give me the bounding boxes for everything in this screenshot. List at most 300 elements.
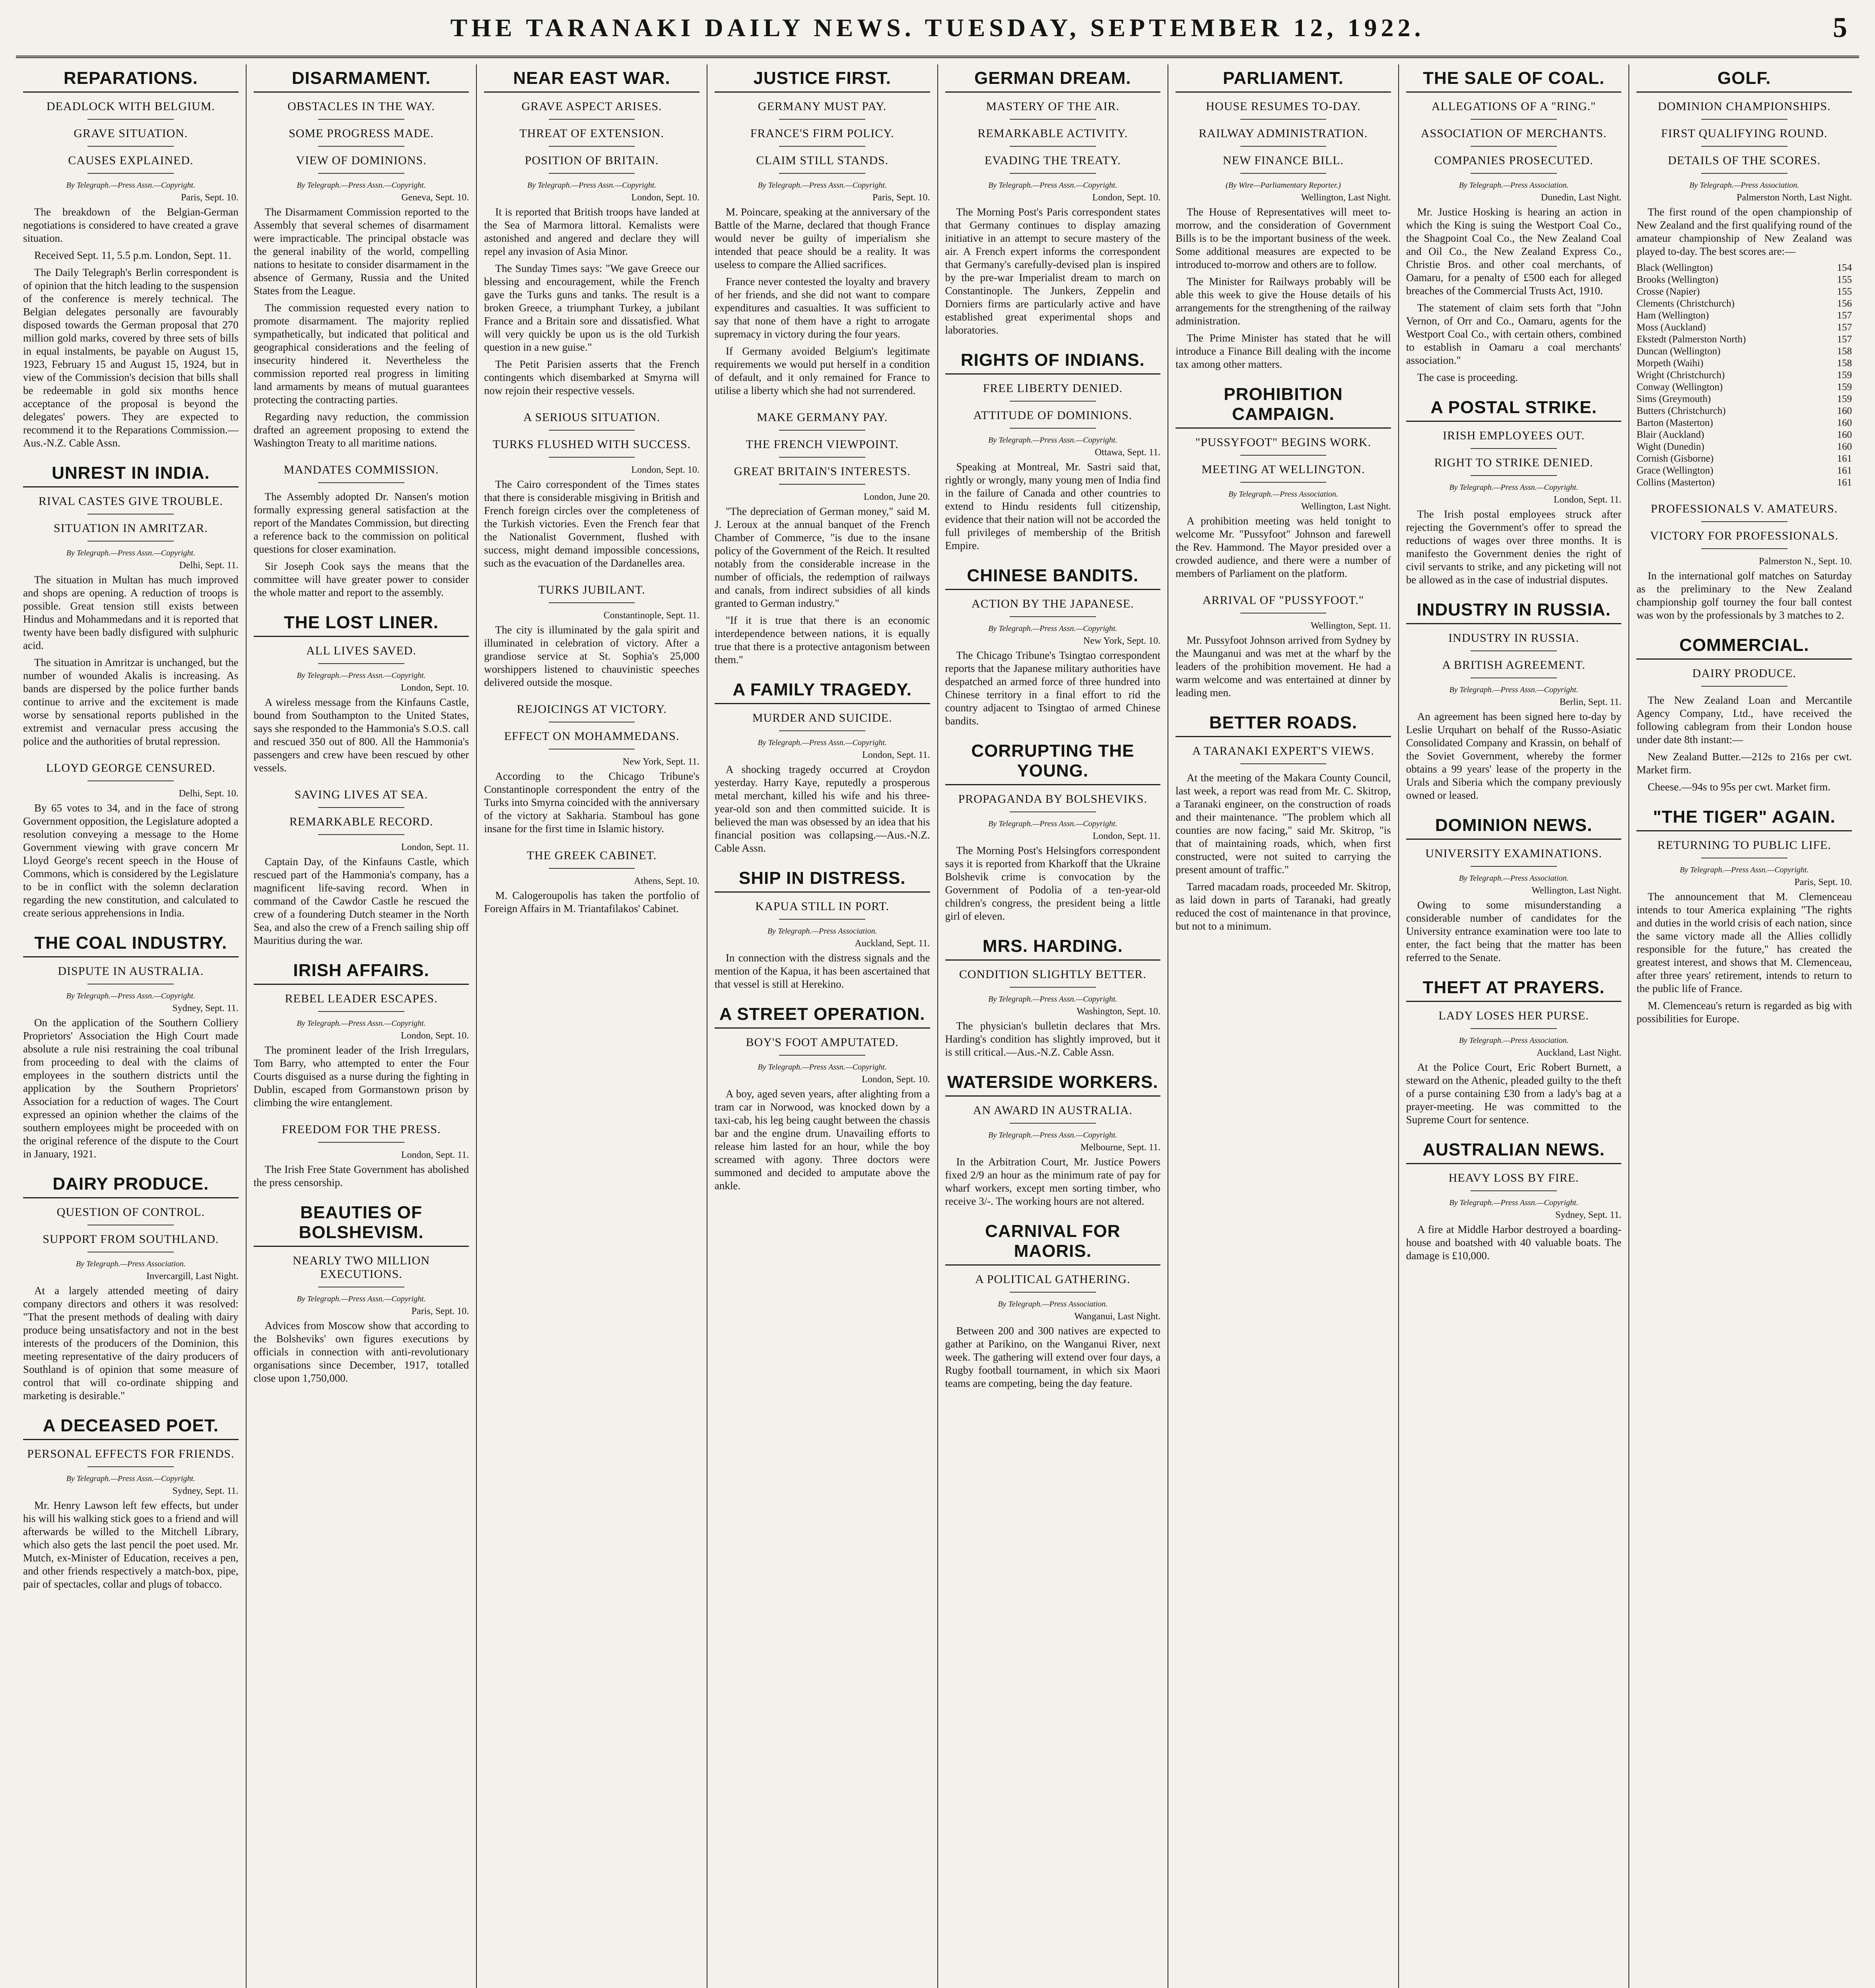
article <box>254 463 469 599</box>
article-dateline: Paris, Sept. 10. <box>872 192 930 203</box>
article-paragraph: M. Calogeroupolis has taken the portfolio of Foreign Affairs in M. Triantafilakos' Cabinet. <box>484 889 699 914</box>
article-subheading: ARRIVAL OF "PUSSYFOOT." <box>1176 594 1391 613</box>
article-subheading: VIEW OF DOMINIONS. <box>254 154 469 174</box>
article <box>1176 713 1391 933</box>
article-dateline: Constantinople, Sept. 11. <box>603 610 699 621</box>
article-credit: By Telegraph.—Press Assn.—Copyright. <box>297 671 426 680</box>
article-dateline: London, Sept. 11. <box>401 1150 469 1160</box>
article-paragraph: It is reported that British troops have landed at the Sea of Marmora littoral. Kemalists were astonished and angered and declare they will repel any invasion of Asia Minor. <box>484 206 699 257</box>
article-subheading: MEETING AT WELLINGTON. <box>1176 463 1391 483</box>
article-paragraph: The statement of claim sets forth that "John Vernon, of Orr and Co., Oamaru, agents for the Westport Coal Co., with certain others, combined to establish in Oamaru a coal merchants' association." <box>1406 302 1622 366</box>
article <box>715 868 930 991</box>
article <box>945 936 1161 1059</box>
article-credit: By Telegraph.—Press Assn.—Copyright. <box>297 1295 426 1303</box>
article-credit: By Telegraph.—Press Association. <box>76 1260 186 1268</box>
article-dateline: Paris, Sept. 10. <box>411 1306 469 1316</box>
article-subheading: "PUSSYFOOT" BEGINS WORK. <box>1176 436 1391 456</box>
player-score: 160 <box>1837 417 1852 428</box>
article-dateline: Paris, Sept. 10. <box>181 192 239 203</box>
player-name: Barton (Masterton) <box>1636 417 1713 428</box>
article-dateline: Paris, Sept. 10. <box>1794 877 1852 887</box>
score-row <box>1636 357 1852 369</box>
article-credit: By Telegraph.—Press Assn.—Copyright. <box>66 181 195 190</box>
article-heading: RIGHTS OF INDIANS. <box>945 350 1161 375</box>
article-credit: By Telegraph.—Press Assn.—Copyright. <box>988 624 1117 633</box>
player-name: Wright (Christchurch) <box>1636 370 1725 381</box>
article-dateline: Sydney, Sept. 11. <box>172 1486 239 1496</box>
article-subheading: VICTORY FOR PROFESSIONALS. <box>1636 529 1852 549</box>
player-score: 157 <box>1837 322 1852 333</box>
article-paragraph: In connection with the distress signals and the mention of the Kapua, it has been ascertained that that vessel is still at Herekino. <box>714 952 930 990</box>
player-name: Morpeth (Waihi) <box>1636 358 1704 369</box>
article-paragraph: The Irish postal employees struck after rejecting the Government's offer to spread the reductions of wages over three months. It is manifesto the Government denies the right of civil servants to strike, and any picketing will not be allowed as in the case of industrial disputes. <box>1406 508 1622 586</box>
article-credit: (By Wire—Parliamentary Reporter.) <box>1226 181 1341 190</box>
player-name: Wight (Dunedin) <box>1636 441 1704 452</box>
article-heading: A DECEASED POET. <box>23 1416 239 1440</box>
article-subheading: ALL LIVES SAVED. <box>254 644 469 664</box>
article-dateline: Invercargill, Last Night. <box>146 1271 239 1281</box>
article-dateline: Geneva, Sept. 10. <box>401 192 469 203</box>
article <box>715 680 930 855</box>
article-subheading: DEADLOCK WITH BELGIUM. <box>23 100 239 120</box>
score-row <box>1636 429 1852 441</box>
article-heading: IRISH AFFAIRS. <box>254 961 469 985</box>
article-dateline: Sydney, Sept. 11. <box>172 1003 239 1013</box>
article-heading: WATERSIDE WORKERS. <box>945 1072 1161 1097</box>
article <box>254 1203 469 1385</box>
article-subheading: PROFESSIONALS V. AMATEURS. <box>1636 502 1852 522</box>
article-heading: PARLIAMENT. <box>1176 68 1391 93</box>
player-name: Conway (Wellington) <box>1636 382 1723 392</box>
article-paragraph: The breakdown of the Belgian-German negotiations is considered to have created a grave situation. <box>23 206 239 244</box>
article <box>23 68 239 450</box>
article-subheading: REJOICINGS AT VICTORY. <box>484 703 699 722</box>
article-heading: UNREST IN INDIA. <box>23 463 239 487</box>
player-name: Blair (Auckland) <box>1636 429 1704 440</box>
article-credit: By Telegraph.—Press Assn.—Copyright. <box>758 738 887 747</box>
newspaper-title: THE TARANAKI DAILY NEWS. TUESDAY, SEPTEMBER 12, 1922. <box>450 14 1425 42</box>
article-subheading: MASTERY OF THE AIR. <box>945 100 1161 120</box>
player-score: 161 <box>1837 453 1852 464</box>
article-paragraph: An agreement has been signed here to-day by Leslie Urquhart on behalf of the Russo-Asiatic Consolidated Company and Krassin, on behalf of the Soviet Government, whereby the former obtains a 99 years' lease of the property in the Urals and Siberia which the company previously owned or leased. <box>1406 711 1622 801</box>
article-credit: By Telegraph.—Press Association. <box>1459 1036 1569 1045</box>
article-subheading: RIGHT TO STRIKE DENIED. <box>1406 456 1622 476</box>
article-subheading: REMARKABLE RECORD. <box>254 815 469 835</box>
score-row <box>1636 381 1852 393</box>
article <box>945 68 1161 337</box>
article-dateline: Auckland, Sept. 11. <box>855 938 930 949</box>
article-heading: "THE TIGER" AGAIN. <box>1636 807 1852 831</box>
article-dateline: Sydney, Sept. 11. <box>1555 1210 1622 1220</box>
column-5 <box>938 64 1169 1988</box>
article <box>1406 68 1622 384</box>
article-credit: By Telegraph.—Press Assn.—Copyright. <box>988 995 1117 1004</box>
article-paragraph: Mr. Pussyfoot Johnson arrived from Sydney by the Maunganui and was met at the wharf by the leaders of the prohibition movement. He had a warm welcome and was entertained at dinner by leading men. <box>1176 634 1391 699</box>
article-subheading: RAILWAY ADMINISTRATION. <box>1176 127 1391 147</box>
article-paragraph: The Disarmament Commission reported to the Assembly that several schemes of disarmament were impracticable. The principal obstacle was the general inability of the world, compelling nations to hesitate to consider disarmament in the absence of Germany, Russia and the United States from the League. <box>253 206 469 297</box>
article-paragraph: The Petit Parisien asserts that the French contingents which disembarked at Smyrna will now rejoin their respective vessels. <box>484 358 699 396</box>
article-subheading: ALLEGATIONS OF A "RING." <box>1406 100 1622 120</box>
article-credit: By Telegraph.—Press Association. <box>1459 181 1569 190</box>
player-score: 157 <box>1837 334 1852 345</box>
column-8 <box>1629 64 1859 1988</box>
article <box>484 583 699 689</box>
article-paragraph: The Minister for Railways probably will be able this week to give the House details of his arrangements for the strengthening of the railway administration. <box>1176 276 1391 327</box>
player-score: 158 <box>1837 358 1852 369</box>
article-subheading: INDUSTRY IN RUSSIA. <box>1406 631 1622 651</box>
article <box>23 761 239 920</box>
player-name: Collins (Masterton) <box>1636 477 1715 488</box>
score-row <box>1636 310 1852 322</box>
article <box>715 411 930 666</box>
article-subheading: DAIRY PRODUCE. <box>1636 667 1852 687</box>
article <box>254 788 469 947</box>
article-dateline: London, Sept. 10. <box>862 1074 930 1085</box>
score-row <box>1636 322 1852 334</box>
player-score: 160 <box>1837 429 1852 440</box>
score-row <box>1636 417 1852 429</box>
article-subheading: DETAILS OF THE SCORES. <box>1636 154 1852 174</box>
article-paragraph: The Morning Post's Helsingfors correspondent says it is reported from Kharkoff that the Ukraine Bolshevik crime is convocation by the Government of Podolia of a ten-year-old children's congress, the president being a little girl of eleven. <box>945 845 1161 922</box>
score-row <box>1636 346 1852 357</box>
article-subheading: LLOYD GEORGE CENSURED. <box>23 761 239 781</box>
article-paragraph: According to the Chicago Tribune's Constantinople correspondent the entry of the Turks into Smyrna coincided with the anniversary of the victory at Sakharia. Stamboul has gone insane for the first time in Islamic history. <box>484 770 699 835</box>
article-credit: By Telegraph.—Press Assn.—Copyright. <box>988 1131 1117 1140</box>
article-heading: A FAMILY TRAGEDY. <box>715 680 930 704</box>
article-heading: AUSTRALIAN NEWS. <box>1406 1140 1622 1164</box>
article <box>1406 600 1622 802</box>
article <box>945 1072 1161 1208</box>
article-dateline: Palmerston N., Sept. 10. <box>1759 556 1852 567</box>
article <box>1636 502 1852 622</box>
article-dateline: London, Sept. 10. <box>631 192 699 203</box>
article-paragraph: The announcement that M. Clemenceau intends to tour America explaining "The rights and duties in the world crisis of each nation, since the same victory made all the Allies collidly responsible for the future," has created the greatest interest, and shows that M. Clemenceau, after three years' retirement, intends to return to the public life of France. <box>1636 891 1852 994</box>
article-subheading: TURKS FLUSHED WITH SUCCESS. <box>484 438 699 458</box>
article-paragraph: At the Police Court, Eric Robert Burnett, a steward on the Athenic, pleaded guilty to the theft of a purse containing £30 from a lady's bag at a prayer-meeting. He was committed to the Supreme Court for sentence. <box>1406 1061 1622 1126</box>
article <box>1406 815 1622 964</box>
article-dateline: London, June 20. <box>863 492 930 502</box>
article-dateline: London, Sept. 11. <box>401 842 469 852</box>
article-paragraph: Owing to some misunderstanding a considerable number of candidates for the University entrance examination were too late to enter, the fact being that the matter has been referred to the Senate. <box>1406 899 1622 963</box>
article-subheading: KAPUA STILL IN PORT. <box>715 900 930 920</box>
article-heading: MRS. HARDING. <box>945 936 1161 961</box>
article-subheading: THE FRENCH VIEWPOINT. <box>715 438 930 458</box>
article <box>23 933 239 1161</box>
article-credit: By Telegraph.—Press Assn.—Copyright. <box>988 181 1117 190</box>
article-paragraph: The Assembly adopted Dr. Nansen's motion formally expressing general satisfaction at the report of the Mandates Commission, but directing a reference back to the commission on political questions for closer examination. <box>253 491 469 555</box>
article-dateline: Berlin, Sept. 11. <box>1559 697 1622 707</box>
article-paragraph: At a largely attended meeting of dairy company directors and others it was resolved: "That the present methods of dealing with dairy produce being unsatisfactory and not in the best interests of the producers of the Dominion, this meeting representative of the dairy producers of Southland is of opinion that some measure of control that will co-ordinate shipping and marketing is desirable." <box>23 1285 239 1402</box>
article-paragraph: The city is illuminated by the gala spirit and illuminated in celebration of victory. After a grandiose service at St. Sophia's 25,000 worshippers listened to chauvinistic speeches delivered outside the mosque. <box>484 624 699 688</box>
column-7 <box>1399 64 1630 1988</box>
article-dateline: Wellington, Sept. 11. <box>1310 621 1391 631</box>
article-heading: GERMAN DREAM. <box>945 68 1161 93</box>
article-credit: By Telegraph.—Press Assn.—Copyright. <box>758 1063 887 1072</box>
article-subheading: FRANCE'S FIRM POLICY. <box>715 127 930 147</box>
scores-table <box>1636 262 1852 489</box>
score-row <box>1636 369 1852 381</box>
player-name: Grace (Wellington) <box>1636 465 1714 476</box>
score-row <box>1636 405 1852 417</box>
player-score: 156 <box>1837 298 1852 309</box>
article-paragraph: A fire at Middle Harbor destroyed a boarding-house and boatshed with 40 valuable boats. The damage is £10,000. <box>1406 1223 1622 1262</box>
article <box>23 1174 239 1402</box>
player-name: Duncan (Wellington) <box>1636 346 1721 357</box>
score-row <box>1636 393 1852 405</box>
masthead <box>16 0 1859 58</box>
article <box>484 703 699 835</box>
article-paragraph: The prominent leader of the Irish Irregulars, Tom Barry, who attempted to enter the Four Courts disguised as a nurse during the fighting in Dublin, escaped from Gormanstown prison by climbing the wire entanglement. <box>253 1044 469 1109</box>
article-paragraph: M. Poincare, speaking at the anniversary of the Battle of the Marne, declared that though France would never be guilty of imperialism she intended that peace should be a reality. It was useless to compare the Allied sacrifices. <box>714 206 930 270</box>
article <box>1636 68 1852 489</box>
player-score: 161 <box>1837 465 1852 476</box>
article-credit: By Telegraph.—Press Assn.—Copyright. <box>758 181 887 190</box>
article-dateline: Melbourne, Sept. 11. <box>1080 1142 1161 1153</box>
player-name: Sims (Greymouth) <box>1636 394 1711 404</box>
article-paragraph: Tarred macadam roads, proceeded Mr. Skitrop, as laid down in parts of Taranaki, had greatly reduced the cost of maintenance in that province, but not to a minimum. <box>1176 881 1391 932</box>
score-row <box>1636 298 1852 310</box>
article-subheading: POSITION OF BRITAIN. <box>484 154 699 174</box>
article-subheading: MURDER AND SUICIDE. <box>715 711 930 731</box>
article-paragraph: The Irish Free State Government has abolished the press censorship. <box>253 1163 469 1188</box>
article-heading: THEFT AT PRAYERS. <box>1406 978 1622 1002</box>
article-dateline: Palmerston North, Last Night. <box>1737 192 1852 203</box>
article-paragraph: "The depreciation of German money," said M. J. Leroux at the annual banquet of the French Chamber of Commerce, "is due to the insane policy of the Government of the Reich. It resulted notably from the considerable increase in the number of officials, the redemption of railways and canals, from indirect subsidies of all kinds granted to German industry." <box>714 505 930 609</box>
article-dateline: London, Sept. 10. <box>400 1031 469 1041</box>
article-paragraph: The New Zealand Loan and Mercantile Agency Company, Ltd., have received the following cablegram from their London house under date 8th instant:— <box>1636 694 1852 746</box>
article-subheading: EFFECT ON MOHAMMEDANS. <box>484 730 699 749</box>
article-paragraph: The Cairo correspondent of the Times states that there is considerable misgiving in British and French foreign circles over the completeness of the Turkish victories. Even the French fear that the Nationalist Government, flushed with success, might demand impossible concessions, such as the evacuation of the Dardanelles area. <box>484 478 699 569</box>
article-paragraph: Captain Day, of the Kinfauns Castle, which rescued part of the Hammonia's company, has a magnificent life-saving record. When in command of the Cawdor Castle he rescued the crew of a foundering Dutch steamer in the North Sea, and also the crew of a French sailing ship off Mauritius during the war. <box>253 856 469 946</box>
article-paragraph: The commission requested every nation to promote disarmament. The majority replied sympathetically, but indicated that political and geographical considerations and the feeling of insecurity hindered it. Nevertheless the commission reported real progress in limiting land armaments by means of mutual guarantees protecting the contracting parties. <box>253 302 469 406</box>
article-subheading: CLAIM STILL STANDS. <box>715 154 930 174</box>
article-paragraph: Advices from Moscow show that according to the Bolsheviks' own figures executions by officials in connection with anti-revolutionary organisations since December, 1917, totalled close upon 1,750,000. <box>253 1320 469 1384</box>
article-heading: INDUSTRY IN RUSSIA. <box>1406 600 1622 624</box>
article-subheading: A SERIOUS SITUATION. <box>484 411 699 431</box>
article-credit: By Telegraph.—Press Assn.—Copyright. <box>66 549 195 557</box>
score-row <box>1636 262 1852 274</box>
article-credit: By Telegraph.—Press Assn.—Copyright. <box>1449 483 1578 492</box>
article <box>254 1123 469 1189</box>
article-subheading: OBSTACLES IN THE WAY. <box>254 100 469 120</box>
article-credit: By Telegraph.—Press Association. <box>1228 490 1338 499</box>
article-heading: CHINESE BANDITS. <box>945 566 1161 590</box>
player-score: 159 <box>1837 382 1852 392</box>
article-heading: JUSTICE FIRST. <box>715 68 930 93</box>
article-paragraph: A shocking tragedy occurred at Croydon yesterday. Harry Kaye, reputedly a prosperous metal merchant, killed his wife and his three-year-old son and then committed suicide. It is believed the man was obsessed by an idea that his financial position was collapsing.—Aus.-N.Z. Cable Assn. <box>714 763 930 854</box>
article-heading: THE COAL INDUSTRY. <box>23 933 239 957</box>
article-subheading: A POLITICAL GATHERING. <box>945 1273 1161 1293</box>
article-subheading: LADY LOSES HER PURSE. <box>1406 1009 1622 1029</box>
article-subheading: A TARANAKI EXPERT'S VIEWS. <box>1176 744 1391 764</box>
article-paragraph: Mr. Justice Hosking is hearing an action in which the King is suing the Westport Coal Co., the Shagpoint Coal Co., the New Zealand Coal and Oil Co., the New Zealand Express Co., Christie Bros. and other coal merchants, of Oamaru, for a penalty of £500 each for alleged breaches of the Commercial Trusts Act, 1910. <box>1406 206 1622 297</box>
article-heading: GOLF. <box>1636 68 1852 93</box>
article-paragraph: Cheese.—94s to 95s per cwt. Market firm. <box>1648 781 1831 793</box>
article-dateline: Delhi, Sept. 11. <box>179 560 239 571</box>
player-score: 158 <box>1837 346 1852 357</box>
article-paragraph: The Daily Telegraph's Berlin correspondent is of opinion that the hitch leading to the suspension of the conference is merely technical. The Belgian delegates personally are favourably disposed towards the German proposal that 270 million gold marks, covered by three sets of bills in equal instalments, be payable on August 15, 1923, February 15 and August 15, 1924, but in view of the Commission's decision that bills shall be redeemable in gold six months hence acceptance of the proposal is beyond the delegates' powers. They are expected to recommend it to the Reparations Commission.—Aus.-N.Z. Cable Assn. <box>23 266 239 449</box>
article-credit: By Telegraph.—Press Assn.—Copyright. <box>988 436 1117 445</box>
column-1 <box>16 64 247 1988</box>
article-subheading: MAKE GERMANY PAY. <box>715 411 930 431</box>
article-dateline: London, Sept. 11. <box>1553 495 1622 505</box>
article-paragraph: The Prime Minister has stated that he will introduce a Finance Bill dealing with the income tax among other matters. <box>1176 332 1391 370</box>
article-credit: By Telegraph.—Press Assn.—Copyright. <box>297 181 426 190</box>
article-subheading: REMARKABLE ACTIVITY. <box>945 127 1161 147</box>
article <box>1176 68 1391 371</box>
player-name: Cornish (Gisborne) <box>1636 453 1714 464</box>
article-paragraph: The first round of the open championship of New Zealand and the first qualifying round of the amateur championship of New Zealand was played to-day. The best scores are:— <box>1636 206 1852 257</box>
player-score: 159 <box>1837 394 1852 404</box>
article-dateline: London, Sept. 10. <box>400 683 469 693</box>
article-dateline: Ottawa, Sept. 11. <box>1095 447 1161 458</box>
article <box>945 1221 1161 1390</box>
article <box>254 613 469 775</box>
article-credit: By Telegraph.—Press Association. <box>767 927 877 936</box>
article-dateline: Delhi, Sept. 10. <box>179 788 239 799</box>
article-dateline: New York, Sept. 10. <box>1083 636 1161 646</box>
article-subheading: SAVING LIVES AT SEA. <box>254 788 469 808</box>
article-subheading: GRAVE SITUATION. <box>23 127 239 147</box>
article-paragraph: The Morning Post's Paris correspondent states that Germany continues to display amazing initiative in an attempt to secure mastery of the air. A French expert informs the correspondent that Germany's carefully-devised plan is inspired by the pre-war Imperialist dream to march on Constantinople. The Junkers, Zeppelin and Dorniers firms are particularly active and have established great experimental shops and laboratories. <box>945 206 1161 336</box>
article-credit: By Telegraph.—Press Association. <box>1459 874 1569 883</box>
article <box>715 1004 930 1192</box>
player-name: Ham (Wellington) <box>1636 310 1709 321</box>
article-subheading: NEW FINANCE BILL. <box>1176 154 1391 174</box>
article-heading: PROHIBITION CAMPAIGN. <box>1176 384 1391 429</box>
article-heading: CARNIVAL FOR MAORIS. <box>945 1221 1161 1266</box>
article-credit: By Telegraph.—Press Assn.—Copyright. <box>1449 1198 1578 1207</box>
article-heading: THE SALE OF COAL. <box>1406 68 1622 93</box>
article-paragraph: New Zealand Butter.—212s to 216s per cwt. Market firm. <box>1636 751 1852 776</box>
article-paragraph: Regarding navy reduction, the commission drafted an agreement proposing to extend the Washington Treaty to all maritime nations. <box>253 411 469 449</box>
score-row <box>1636 441 1852 453</box>
article-credit: By Telegraph.—Press Assn.—Copyright. <box>1449 685 1578 694</box>
article-paragraph: The Sunday Times says: "We gave Greece our blessing and encouragement, while the French gave the Turks guns and tanks. The result is a broken Greece, a triumphant Turkey, a jubilant France and a Britain sore and dissatisfied. What will very quickly be upon us is the old Turkish question in a new guise." <box>484 262 699 353</box>
player-name: Moss (Auckland) <box>1636 322 1706 333</box>
article-subheading: FIRST QUALIFYING ROUND. <box>1636 127 1852 147</box>
article-paragraph: If Germany avoided Belgium's legitimate requirements we would put herself in a condition of default, and it only remained for France to utilise a liberty which she had not surrendered. <box>714 345 930 396</box>
article-credit: By Telegraph.—Press Association. <box>1689 181 1799 190</box>
player-name: Ekstedt (Palmerston North) <box>1636 334 1746 345</box>
article-subheading: PROPAGANDA BY BOLSHEVIKS. <box>945 792 1161 812</box>
article <box>1406 978 1622 1126</box>
column-4 <box>707 64 938 1988</box>
article <box>23 1416 239 1591</box>
article-credit: By Telegraph.—Press Assn.—Copyright. <box>66 1474 195 1483</box>
score-row <box>1636 286 1852 298</box>
article-subheading: DOMINION CHAMPIONSHIPS. <box>1636 100 1852 120</box>
article-paragraph: A boy, aged seven years, after alighting from a tram car in Norwood, was knocked down by a taxi-cab, his leg being caught between the chassis bar and the engine drum. Unavailing efforts to release him lasted for an hour, while the boy screamed with agony. Three doctors were summoned and decided to amputate above the ankle. <box>714 1088 930 1192</box>
article-paragraph: A wireless message from the Kinfauns Castle, bound from Southampton to the United States, says she responded to the Hammonia's S.O.S. call and rescued 350 out of 800. All the Hammonia's passengers and crew have been rescued by other vessels. <box>253 696 469 774</box>
article-credit: By Telegraph.—Press Association. <box>998 1300 1108 1309</box>
article-paragraph: "If it is true that there is an economic interdependence between nations, it is equally true that there is a protective antagonism between them." <box>714 614 930 666</box>
article-credit: By Telegraph.—Press Assn.—Copyright. <box>297 1019 426 1028</box>
column-2 <box>247 64 477 1988</box>
article-paragraph: By 65 votes to 34, and in the face of strong Government opposition, the Legislature adopted a resolution conveying a message to the Home Government viewing with grave concern Mr Lloyd George's recent speech in the House of Commons, which is considered by the Legislature to be in conflict with the solemn declaration regarding the new constitution, and calculated to create serious apprehensions in India. <box>23 802 239 919</box>
article-paragraph: A prohibition meeting was held tonight to welcome Mr. "Pussyfoot" Johnson and farewell the Rev. Hammond. The Mayor presided over a crowded audience, and there were a number of members of Parliament on the platform. <box>1176 515 1391 579</box>
article <box>254 961 469 1109</box>
article-subheading: ACTION BY THE JAPANESE. <box>945 597 1161 617</box>
article-paragraph: The case is proceeding. <box>1417 371 1518 383</box>
article-credit: By Telegraph.—Press Assn.—Copyright. <box>66 992 195 1000</box>
article-dateline: Dunedin, Last Night. <box>1541 192 1622 203</box>
article <box>945 350 1161 552</box>
article-subheading: NEARLY TWO MILLION EXECUTIONS. <box>254 1254 469 1287</box>
article-paragraph: Received Sept. 11, 5.5 p.m. London, Sept. 11. <box>34 249 231 261</box>
article-subheading: GRAVE ASPECT ARISES. <box>484 100 699 120</box>
article-credit: By Telegraph.—Press Assn.—Copyright. <box>988 819 1117 828</box>
article-heading: A POSTAL STRIKE. <box>1406 398 1622 422</box>
column-3 <box>477 64 707 1988</box>
article-credit: By Telegraph.—Press Assn.—Copyright. <box>527 181 657 190</box>
player-name: Clements (Christchurch) <box>1636 298 1735 309</box>
article-heading: DOMINION NEWS. <box>1406 815 1622 840</box>
article-paragraph: The physician's bulletin declares that Mrs. Harding's condition has slightly improved, but it is still critical.—Aus.-N.Z. Cable Assn. <box>945 1020 1161 1058</box>
article-subheading: FREE LIBERTY DENIED. <box>945 382 1161 402</box>
article-subheading: MANDATES COMMISSION. <box>254 463 469 483</box>
article-subheading: PERSONAL EFFECTS FOR FRIENDS. <box>23 1447 239 1467</box>
article-subheading: SITUATION IN AMRITZAR. <box>23 522 239 542</box>
article-paragraph: The situation in Multan has much improved and shops are opening. A reduction of troops is possible. Great tension still exists between Hindus and Mohammedans and it is reported that twenty have been badly disfigured with sulphuric acid. <box>23 574 239 651</box>
player-name: Crosse (Napier) <box>1636 286 1700 297</box>
article-dateline: Auckland, Last Night. <box>1537 1048 1622 1058</box>
player-score: 154 <box>1837 262 1852 273</box>
article <box>484 411 699 570</box>
article-subheading: DISPUTE IN AUSTRALIA. <box>23 965 239 984</box>
article <box>1406 1140 1622 1262</box>
article-heading: DAIRY PRODUCE. <box>23 1174 239 1198</box>
article-dateline: Wellington, Last Night. <box>1301 501 1391 512</box>
article <box>484 849 699 915</box>
player-score: 155 <box>1837 274 1852 285</box>
article-dateline: New York, Sept. 11. <box>622 757 699 767</box>
article-subheading: ATTITUDE OF DOMINIONS. <box>945 409 1161 429</box>
article-heading: COMMERCIAL. <box>1636 635 1852 660</box>
player-score: 159 <box>1837 370 1852 381</box>
article-paragraph: Sir Joseph Cook says the means that the committee will have greater power to consider the whole matter and report to the assembly. <box>253 560 469 598</box>
article <box>23 463 239 748</box>
player-score: 160 <box>1837 406 1852 416</box>
article-subheading: FREEDOM FOR THE PRESS. <box>254 1123 469 1143</box>
article-paragraph: Speaking at Montreal, Mr. Sastri said that, rightly or wrongly, many young men of India find in the failure of Canada and other countries to extend to Hindu residents full citizenship, evidence that their nation will not be accorded the full privileges of membership of the British Empire. <box>945 461 1161 551</box>
article-subheading: RETURNING TO PUBLIC LIFE. <box>1636 839 1852 858</box>
article-heading: CORRUPTING THE YOUNG. <box>945 741 1161 785</box>
article-paragraph: France never contested the loyalty and bravery of her friends, and she did not want to compare expenditures and casualties. It was sufficient to say that none of them have a right to arrogate supremacy in victory during the four years. <box>714 276 930 340</box>
article-dateline: Wellington, Last Night. <box>1531 885 1622 896</box>
score-row <box>1636 453 1852 465</box>
article <box>1176 594 1391 699</box>
article-subheading: HEAVY LOSS BY FIRE. <box>1406 1171 1622 1191</box>
article-paragraph: At the meeting of the Makara County Council, last week, a report was read from Mr. C. Skitrop, a Taranaki engineer, on the construction of roads and their maintenance. "The problem which all counties are now facing," said Mr. Skitrop, "is that of maintaining roads, which, when first constructed, were not suited to carrying the present amount of traffic." <box>1176 772 1391 876</box>
score-row <box>1636 274 1852 286</box>
article-dateline: London, Sept. 11. <box>862 750 930 760</box>
page-number: 5 <box>1833 12 1847 43</box>
article-paragraph: In the Arbitration Court, Mr. Justice Powers fixed 2/9 an hour as the minimum rate of pay for wharf workers, except men sorting timber, who receive 3/-. The working hours are not altered. <box>945 1156 1161 1207</box>
player-name: Butters (Christchurch) <box>1636 406 1726 416</box>
article-paragraph: The situation in Amritzar is unchanged, but the number of wounded Akalis is increasing. As bands are dispersed by the police further bands continue to arrive and the excitement is made worse by sensational reports published in the extremist and vernacular press accusing the police and the authorities of brutal repression. <box>23 656 239 747</box>
player-score: 155 <box>1837 286 1852 297</box>
article-subheading: SUPPORT FROM SOUTHLAND. <box>23 1233 239 1252</box>
article-subheading: COMPANIES PROSECUTED. <box>1406 154 1622 174</box>
article-subheading: THREAT OF EXTENSION. <box>484 127 699 147</box>
article-heading: A STREET OPERATION. <box>715 1004 930 1029</box>
article-heading: SHIP IN DISTRESS. <box>715 868 930 893</box>
article <box>254 68 469 450</box>
article-dateline: London, Sept. 10. <box>1092 192 1161 203</box>
article <box>1636 807 1852 1025</box>
column-6 <box>1168 64 1399 1988</box>
